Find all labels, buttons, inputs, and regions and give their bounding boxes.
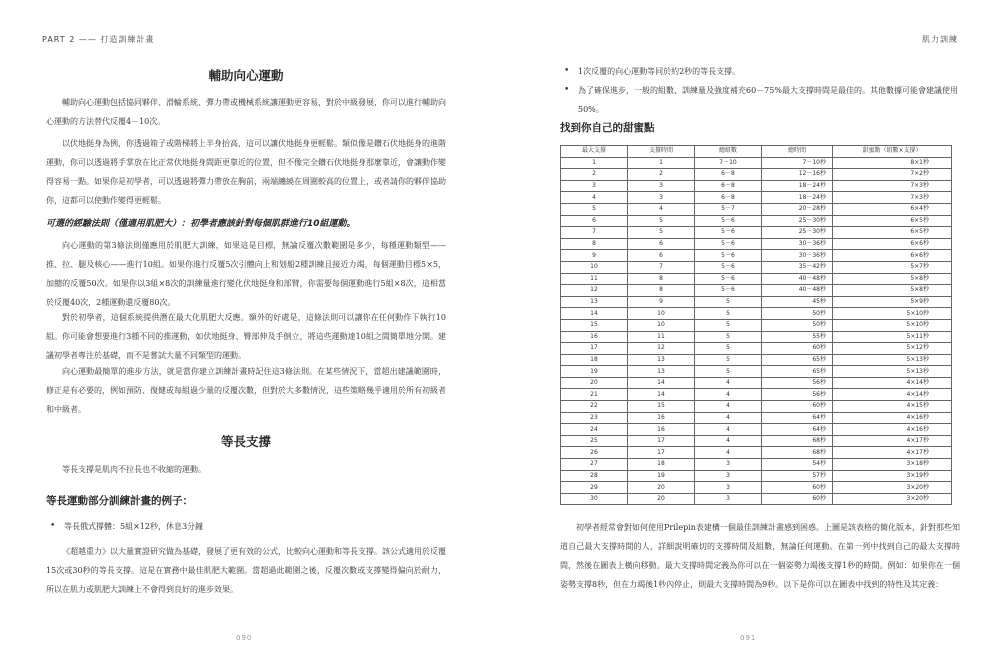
table-cell: 12－16秒 [762,169,833,181]
table-cell: 7－10 [695,157,762,169]
table-cell: 17 [628,447,695,459]
table-cell: 4×14秒 [833,377,952,389]
table-row [561,273,952,285]
table-row [561,493,952,505]
table-cell: 6 [561,215,628,227]
table-cell: 7×3秒 [833,180,952,192]
table-cell: 22 [561,401,628,413]
table-cell: 8 [561,238,628,250]
table-row [561,319,952,331]
table-cell: 5－6 [695,250,762,262]
table-cell: 13 [628,354,695,366]
column-header: 甜蜜點（組數×支撐） [833,146,952,158]
table-cell: 14 [628,389,695,401]
table-cell: 7 [628,261,695,273]
table-cell: 26 [561,447,628,459]
table-cell: 5－6 [695,227,762,239]
table-row [561,308,952,320]
table-body [561,157,952,505]
table-cell: 6 [628,238,695,250]
table-row [561,227,952,239]
table-cell: 30－36秒 [762,238,833,250]
table-cell: 20 [561,377,628,389]
table-cell: 5×8秒 [833,273,952,285]
table-cell: 5 [628,215,695,227]
table-cell: 15 [561,319,628,331]
example-bullet-list [46,517,446,536]
table-cell: 8 [628,285,695,297]
column-header: 總時間 [762,146,833,158]
table-cell: 4 [561,192,628,204]
table-row [561,238,952,250]
table-cell: 5 [695,366,762,378]
table-row [561,180,952,192]
table-cell: 30 [561,493,628,505]
table-cell: 1 [628,157,695,169]
table-row [561,157,952,169]
table-cell: 3 [628,192,695,204]
table-row [561,424,952,436]
table-cell: 11 [561,273,628,285]
column-header: 總組數 [695,146,762,158]
table-heading: 找到你自己的甜蜜點 [560,122,655,134]
table-row [561,401,952,413]
table-cell: 2 [561,169,628,181]
paragraph: 以伏地挺身為例，你透過箱子或階梯將上半身抬高，這可以讓伏地挺身更輕鬆。類似像是鑽石伏地挺身的進階運動，你可以透過將手掌放在比正常伏地挺身間距更靠近的位置，但不像完全鑽石伏地挺身那麼靠近，會讓動作變得容易一點。如果你是初學者，可以透過將彈力帶放在胸前，兩端纏繞在周圍較高的位置上，或者請你的夥伴協助你，這都可以使動作變得更輕鬆。 [46,139,446,205]
table-cell: 6×5秒 [833,215,952,227]
table-cell: 5 [628,227,695,239]
table-cell: 64秒 [762,424,833,436]
table-cell: 20－28秒 [762,203,833,215]
table-row [561,354,952,366]
table-cell: 10 [561,261,628,273]
section-title-assisted-concentric: 輔助向心運動 [208,68,284,83]
table-cell: 40－48秒 [762,285,833,297]
table-cell: 3×18秒 [833,459,952,471]
table-cell: 18 [561,354,628,366]
table-cell: 13 [561,296,628,308]
table-cell: 4×17秒 [833,447,952,459]
table-cell: 3 [695,470,762,482]
column-header: 最大支撐 [561,146,628,158]
table-cell: 4×15秒 [833,401,952,413]
table-cell: 16 [628,412,695,424]
table-cell: 28 [561,470,628,482]
table-cell: 18－24秒 [762,180,833,192]
table-cell: 13 [628,366,695,378]
table-cell: 5×7秒 [833,261,952,273]
table-cell: 30－36秒 [762,250,833,262]
table-cell: 16 [561,331,628,343]
table-cell: 4×17秒 [833,435,952,447]
table-cell: 6－8 [695,180,762,192]
table-cell: 65秒 [762,366,833,378]
table-cell: 5－6 [695,215,762,227]
table-row [561,377,952,389]
table-cell: 5－6 [695,238,762,250]
table-row [561,459,952,471]
paragraph: 初學者經常會對如何使用Prilepin表建構一個最佳訓練計畫感到困惑。上圖是該表格的簡化版本，針對那些知道自己最大支撐時間的人，詳細說明確切的支撐時間及組數，無論任何運動。在第一列中找到自己的最大支撐時間，然後在圖表上橫向移動。最大支撐時間定義為你可以在一個姿勢力竭後支撐1秒的時間。例如：如果你在一個姿勢支撐8秒，但在力竭後1秒內停止，則最大支撐時間為9秒。以下是你可以在圖表中找到的特性及其定義： [560,523,960,589]
table-cell: 9 [561,250,628,262]
table-cell: 5 [695,296,762,308]
table-cell: 19 [628,470,695,482]
table-cell: 7×2秒 [833,169,952,181]
table-cell: 9 [628,296,695,308]
table-row [561,169,952,181]
table-cell: 5 [695,319,762,331]
table-cell: 4 [695,401,762,413]
table-cell: 27 [561,459,628,471]
table-cell: 60秒 [762,343,833,355]
table-cell: 5 [561,203,628,215]
table-cell: 3 [628,180,695,192]
list-item: • 為了確保進步，一般的組數、訓練量及強度補充60－75%最大支撐時間是最佳的。其他數據可能會建議使用50%。 [560,81,960,119]
table-header-row [561,146,952,158]
table-row [561,250,952,262]
table-cell: 10 [628,319,695,331]
table-cell: 12 [561,285,628,297]
table-cell: 3×20秒 [833,482,952,494]
table-cell: 3×19秒 [833,470,952,482]
table-cell: 6－8 [695,169,762,181]
table-cell: 5×12秒 [833,343,952,355]
table-cell: 6×5秒 [833,227,952,239]
table-cell: 5×8秒 [833,285,952,297]
table-cell: 3 [561,180,628,192]
bullet-list [560,62,960,119]
table-cell: 50秒 [762,319,833,331]
table-cell: 20 [628,493,695,505]
table-row [561,215,952,227]
table-cell: 4 [695,435,762,447]
table-cell: 6－8 [695,192,762,204]
table-cell: 2 [628,169,695,181]
table-cell: 23 [561,412,628,424]
table-cell: 17 [561,343,628,355]
table-row [561,261,952,273]
right-page [500,0,1000,666]
table-cell: 68秒 [762,435,833,447]
table-cell: 15 [628,401,695,413]
table-row [561,447,952,459]
table-cell: 5－6 [695,273,762,285]
table-cell: 40－48秒 [762,273,833,285]
table-cell: 4 [695,377,762,389]
table-cell: 14 [561,308,628,320]
section-title-isometric: 等長支撐 [220,434,271,449]
table-cell: 24 [561,424,628,436]
table-cell: 65秒 [762,354,833,366]
table-cell: 25－30秒 [762,227,833,239]
table-cell: 25 [561,435,628,447]
table-cell: 3 [695,482,762,494]
running-head-right: 肌力訓練 [922,35,958,44]
table-row [561,343,952,355]
table-cell: 18－24秒 [762,192,833,204]
table-cell: 6 [628,250,695,262]
list-item: • 等長俄式撐體：5組×12秒，休息3分鐘 [46,517,446,536]
table-cell: 5－7 [695,203,762,215]
table-cell: 6×6秒 [833,250,952,262]
table-cell: 6×4秒 [833,203,952,215]
table-cell: 5×13秒 [833,366,952,378]
table-cell: 10 [628,308,695,320]
table-cell: 35－42秒 [762,261,833,273]
table-cell: 3 [695,459,762,471]
table-cell: 14 [628,377,695,389]
table-row [561,296,952,308]
table-cell: 4 [695,389,762,401]
table-cell: 5×10秒 [833,308,952,320]
table-cell: 18 [628,459,695,471]
sweet-spot-table [560,145,952,505]
table-cell: 11 [628,331,695,343]
paragraph: 輔助向心運動包括協同夥伴、滑輪系統、彈力帶或機械系統讓運動更容易，對於中級發展，你可以進行輔助向心運動的方法替代反覆4－10次。 [46,98,446,126]
table-cell: 4 [695,447,762,459]
page-number-right: 091 [740,634,757,642]
table-cell: 60秒 [762,482,833,494]
table-cell: 56秒 [762,389,833,401]
optional-rule-heading: 可選的經驗法則（僅適用肌肥大）：初學者應該針對每個肌群進行10組運動。 [46,219,356,229]
table-cell: 7 [561,227,628,239]
table-row [561,389,952,401]
table-row [561,470,952,482]
table-cell: 4 [628,203,695,215]
table-row [561,435,952,447]
table-cell: 5×11秒 [833,331,952,343]
paragraph: 等長支撐是肌肉不拉長也不收縮的運動。 [62,465,206,474]
table-cell: 19 [561,366,628,378]
table-cell: 45秒 [762,296,833,308]
table-cell: 8×1秒 [833,157,952,169]
table-cell: 25－30秒 [762,215,833,227]
table-cell: 60秒 [762,401,833,413]
table-cell: 50秒 [762,308,833,320]
table-cell: 16 [628,424,695,436]
table-cell: 7－10秒 [762,157,833,169]
paragraph: 《超越重力》以大量實證研究做為基礎，發展了更有效的公式，比較向心運動和等長支撐。該公式適用於反覆15次或30秒的等長支撐。這是在實務中最佳肌肥大範圍。當超過此範圍之後，反覆次數或支撐變得偏向於耐力，所以在肌力或肌肥大訓練上不會得到良好的進步效果。 [46,547,446,594]
table-cell: 5 [695,331,762,343]
table-row [561,285,952,297]
table-cell: 5×9秒 [833,296,952,308]
table-cell: 57秒 [762,470,833,482]
table-cell: 5－6 [695,261,762,273]
table-cell: 4×14秒 [833,389,952,401]
table-row [561,412,952,424]
table-cell: 4 [695,424,762,436]
table-row [561,331,952,343]
paragraph: 向心運動的第3條法則僅應用於肌肥大訓練，如果這是目標，無論反覆次數範圍是多少，每種運動類型——推、拉、腿及核心——進行10組。如果你進行反覆5次引體向上和划船2種訓練且接近力竭，每個運動目標5×5，加總的反覆50次。如果你以3組×8次的訓練量進行變化伏地挺身和部臂，你需要每個運動進行5組×8次，這相當於反覆40次，2種運動還反覆80次。 [46,241,446,307]
table-cell: 55秒 [762,331,833,343]
table-cell: 12 [628,343,695,355]
table-cell: 54秒 [762,459,833,471]
paragraph: 對於初學者，這個系統提供潛在最大化肌肥大反應。額外的好處是，這條法則可以讓你在任何動作下執行10組。你可能會想要進行3種不同的推運動，如伏地挺身、臀部伸及手倒立，將這些運動達10組之間簡單地分開。建議初學者專注於基礎，而不是嘗試大量不同類型的運動。 [46,313,446,360]
table-row [561,366,952,378]
table-cell: 20 [628,482,695,494]
list-item: • 1次反覆的向心運動等同於約2秒的等長支撐。 [560,62,960,81]
table-cell: 17 [628,435,695,447]
table-cell: 3×20秒 [833,493,952,505]
table-cell: 5 [695,343,762,355]
table-cell: 21 [561,389,628,401]
page-number-left: 090 [236,634,253,642]
table-row [561,203,952,215]
table-cell: 29 [561,482,628,494]
table-cell: 6×6秒 [833,238,952,250]
example-heading: 等長運動部分訓練計畫的例子： [46,495,193,507]
table-cell: 4×16秒 [833,424,952,436]
table-cell: 3 [695,493,762,505]
table-cell: 4×16秒 [833,412,952,424]
table-cell: 4 [695,412,762,424]
paragraph: 向心運動最簡單的進步方法，就是當你建立訓練計畫時記住這3條法則。在某些情況下，當超出建議範圍時，修正是有必要的，例如預防、復健或每組過少量的反覆次數，但對於大多數情況，這些策略幾乎適用於所有初級者和中級者。 [46,367,446,414]
table-row [561,482,952,494]
table-cell: 1 [561,157,628,169]
table-cell: 56秒 [762,377,833,389]
table-cell: 60秒 [762,493,833,505]
table-cell: 5－6 [695,285,762,297]
table-row [561,192,952,204]
table-cell: 5×10秒 [833,319,952,331]
table-cell: 7×3秒 [833,192,952,204]
table-cell: 68秒 [762,447,833,459]
column-header: 支撐時間 [628,146,695,158]
table-cell: 5 [695,354,762,366]
running-head-left: PART 2 —— 打造訓練計畫 [42,35,155,44]
table-cell: 64秒 [762,412,833,424]
table-cell: 5 [695,308,762,320]
table-cell: 8 [628,273,695,285]
table-cell: 5×13秒 [833,354,952,366]
